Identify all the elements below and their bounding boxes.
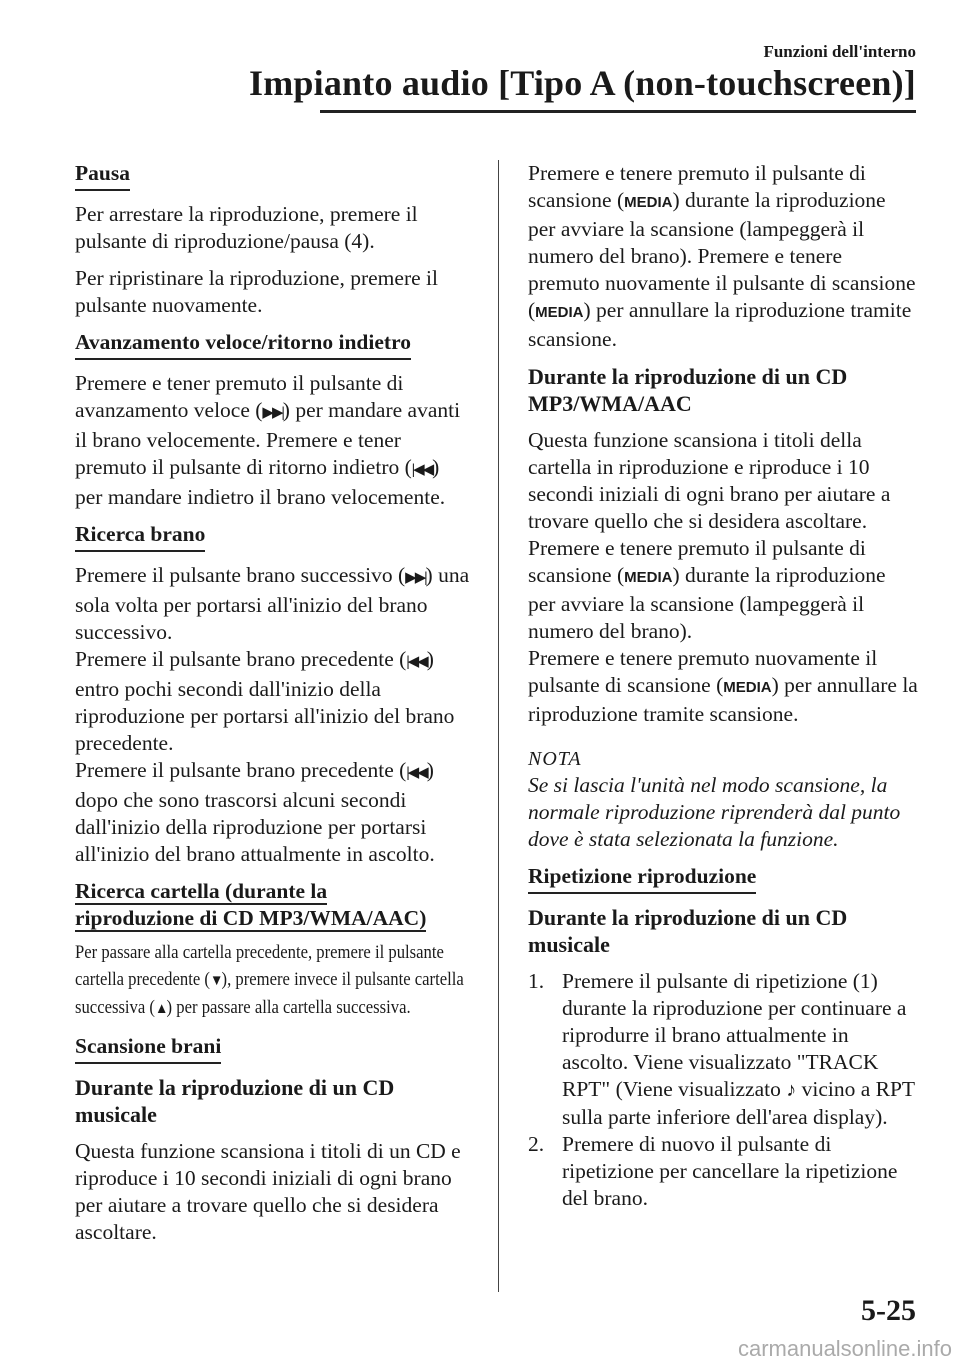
folder-up-icon: ▲ xyxy=(154,1001,167,1017)
heading-ripetizione: Ripetizione riproduzione xyxy=(528,863,756,894)
text-segment: ) per annullare la riproduzione tramite scansione. xyxy=(528,673,918,726)
right-column xyxy=(528,160,918,1212)
folder-down-icon: ▼ xyxy=(209,973,222,989)
section-label: Funzioni dell'interno xyxy=(763,42,916,61)
mp3-paragraph-2 xyxy=(528,535,918,645)
heading-pausa: Pausa xyxy=(75,160,130,191)
text-segment: vicino a RPT sulla parte inferiore dell'area display). xyxy=(562,1077,915,1129)
cartella-paragraph xyxy=(75,940,470,1023)
rewind-icon: |◀◀ xyxy=(411,462,433,478)
text-segment: Premere e tenere premuto nuovamente il pulsante di scansione ( xyxy=(528,646,878,697)
previous-track-icon: |◀◀ xyxy=(406,765,427,781)
subheading-cd-musicale-repeat: Durante la riproduzione di un CD musicale xyxy=(528,905,848,957)
text-segment: Premere di nuovo il pulsante di ripetizione per cancellare la ripetizione del brano. xyxy=(562,1132,898,1210)
text-segment: Premere il pulsante brano successivo ( xyxy=(75,563,406,587)
ricerca-paragraph-2 xyxy=(75,646,470,757)
list-item xyxy=(528,968,918,1131)
text-segment: Premere il pulsante brano precedente ( xyxy=(75,758,407,782)
text-segment: ) per annullare la riproduzione tramite scansione. xyxy=(528,298,912,351)
scan-paragraph xyxy=(528,160,918,353)
mp3-paragraph-3 xyxy=(528,645,918,728)
pausa-paragraph-2: Per ripristinare la riproduzione, premere il pulsante nuovamente. xyxy=(75,266,438,317)
list-item xyxy=(528,1131,918,1212)
heading-ricerca-cartella xyxy=(75,878,470,932)
text-segment: ), premere invece il pulsante cartella successiva ( xyxy=(75,970,464,1018)
heading-line: riproduzione di CD MP3/WMA/AAC) xyxy=(75,906,427,930)
step-number: 1. xyxy=(528,969,545,993)
note-text: Se si lascia l'unità nel modo scansione, la normale riproduzione riprenderà dal punto dove è stata selezionata la funzione. xyxy=(528,773,901,851)
text-segment: ) dopo che sono trascorsi alcuni secondi dall'inizio della riproduzione per portarsi all'inizio del brano attualmente in ascolto. xyxy=(75,758,435,866)
text-segment: Premere e tener premuto il pulsante di avanzamento veloce ( xyxy=(75,371,404,422)
text-segment: ) per mandare avanti il brano velocemente. Premere e tener premuto il pulsante di ritorno indietro ( xyxy=(75,398,461,479)
ricerca-paragraph-3 xyxy=(75,757,470,868)
avanzamento-paragraph xyxy=(75,370,470,511)
ricerca-paragraph-1 xyxy=(75,562,470,646)
page-title: Impianto audio [Tipo A (non-touchscreen)] xyxy=(249,63,916,103)
text-segment: ) durante la riproduzione per avviare la scansione (lampeggerà il numero del brano). xyxy=(528,563,886,643)
steps-list xyxy=(528,968,918,1212)
heading-ricerca-brano: Ricerca brano xyxy=(75,521,205,552)
watermark: carmanualsonline.info xyxy=(737,1336,952,1361)
media-icon: MEDIA xyxy=(624,569,673,586)
scansione-paragraph: Questa funzione scansiona i titoli di un CD e riproduce i 10 secondi iniziali di ogni brano per aiutare a trovare quello che si desidera ascoltare. xyxy=(75,1139,461,1244)
fast-forward-icon: ▶▶| xyxy=(262,405,283,421)
mp3-paragraph-1: Questa funzione scansiona i titoli della cartella in riproduzione e riproduce i 10 secondi iniziali di ogni brano per aiutare a trovare quello che si desidera ascoltare. xyxy=(528,428,891,533)
media-icon: MEDIA xyxy=(535,304,584,321)
left-column xyxy=(75,160,470,1256)
text-segment: Premere il pulsante brano precedente ( xyxy=(75,647,407,671)
subheading-cd-musicale: Durante la riproduzione di un CD musicale xyxy=(75,1075,395,1127)
text-segment: Premere e tenere premuto il pulsante di scansione ( xyxy=(528,536,866,587)
heading-avanzamento: Avanzamento veloce/ritorno indietro xyxy=(75,329,411,360)
text-segment: ) per mandare indietro il brano velocemente. xyxy=(75,455,446,509)
header-rule xyxy=(320,110,916,113)
column-divider xyxy=(498,160,499,1292)
text-segment: ) durante la riproduzione per avviare la scansione (lampeggerà il numero del brano). Premere e tenere premuto nuovamente il pulsante di scansione ( xyxy=(528,188,916,322)
text-segment: Per passare alla cartella precedente, premere il pulsante cartella precedente ( xyxy=(75,943,444,990)
previous-track-icon: |◀◀ xyxy=(406,654,427,670)
music-note-icon: ♪ xyxy=(786,1079,797,1101)
pausa-paragraph-1: Per arrestare la riproduzione, premere il pulsante di riproduzione/pausa (4). xyxy=(75,202,418,253)
text-segment: Premere e tenere premuto il pulsante di scansione ( xyxy=(528,161,866,212)
heading-line: Ricerca cartella (durante la xyxy=(75,879,328,903)
step-number: 2. xyxy=(528,1132,545,1156)
subheading-cd-mp3: Durante la riproduzione di un CD MP3/WMA/AAC xyxy=(528,364,848,416)
text-segment: ) entro pochi secondi dall'inizio della riproduzione per portarsi all'inizio del brano precedente. xyxy=(75,647,455,755)
page-number: 5-25 xyxy=(861,1294,916,1327)
text-segment: Premere il pulsante di ripetizione (1) durante la riproduzione per continuare a riprodurre il brano attualmente in ascolto. Viene visualizzato "TRACK RPT" (Viene visualizzato xyxy=(562,969,907,1101)
media-icon: MEDIA xyxy=(723,679,772,696)
next-track-icon: ▶▶| xyxy=(405,570,426,586)
media-icon: MEDIA xyxy=(624,194,673,211)
heading-scansione-brani: Scansione brani xyxy=(75,1033,221,1064)
text-segment: ) per passare alla cartella successiva. xyxy=(166,998,411,1018)
note-label: NOTA xyxy=(528,748,582,770)
text-segment: ) una sola volta per portarsi all'inizio del brano successivo. xyxy=(75,563,470,644)
